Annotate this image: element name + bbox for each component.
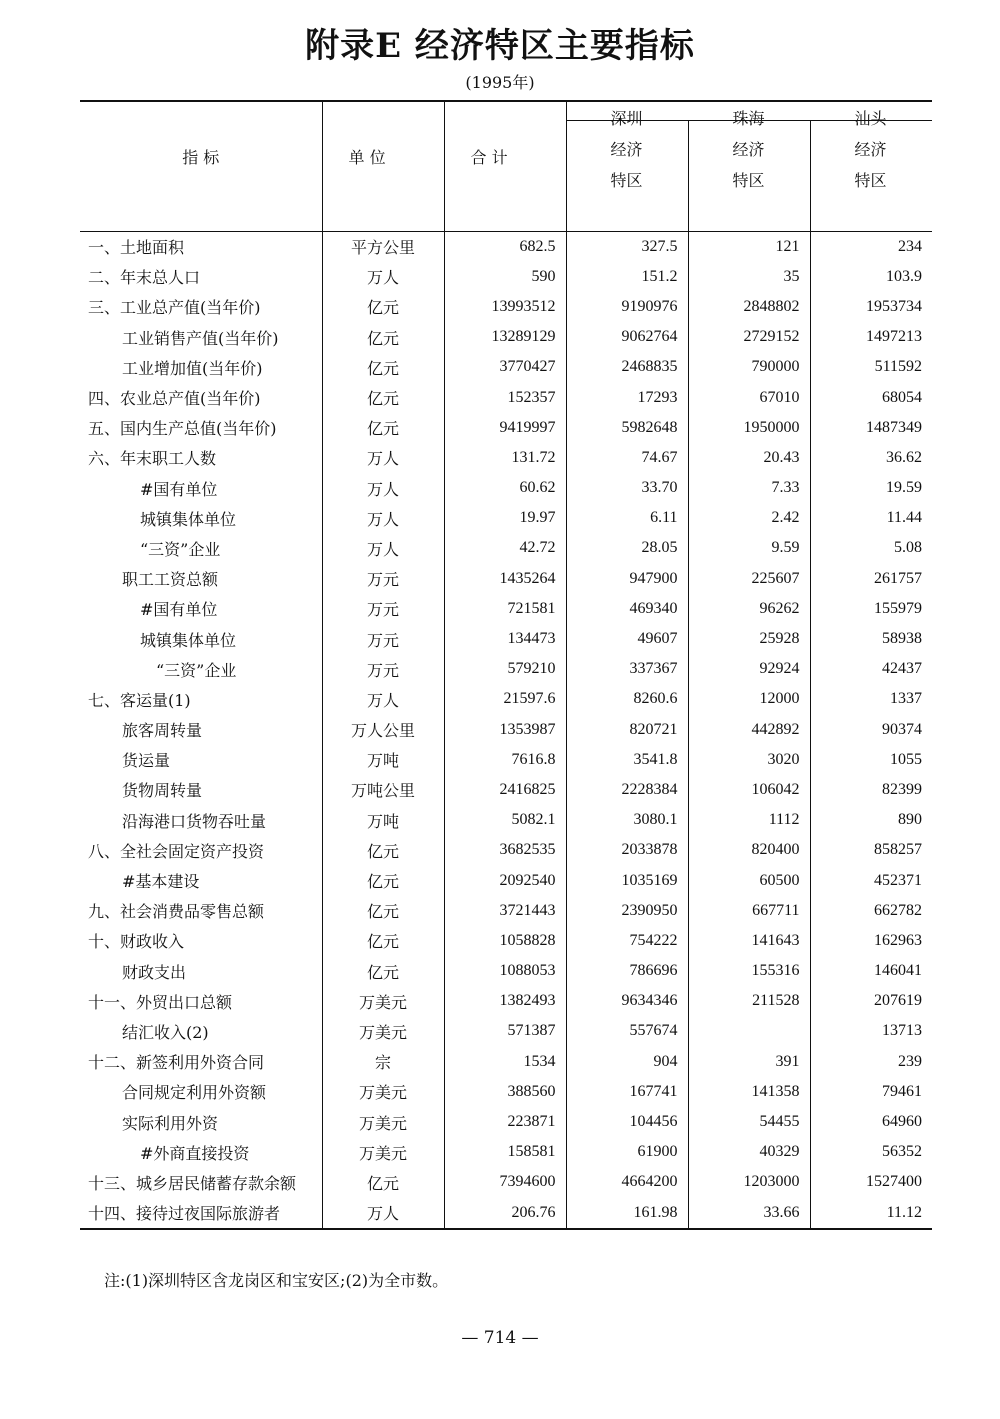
row-shenzhen: 3080.1: [566, 805, 688, 835]
row-shantou: 511592: [810, 352, 932, 382]
row-shantou: 162963: [810, 926, 932, 956]
row-shenzhen: 9062764: [566, 322, 688, 352]
row-unit: 万美元: [322, 1137, 444, 1167]
row-indicator: 合同规定利用外资额: [122, 1083, 267, 1103]
row-indicator: 七、客运量(1): [88, 690, 191, 710]
row-zhuhai: 121: [688, 231, 810, 262]
row-shenzhen: 2390950: [566, 896, 688, 926]
row-total: 158581: [444, 1137, 566, 1167]
row-total: 1382493: [444, 986, 566, 1016]
table-row: [80, 865, 932, 895]
table-row: [80, 775, 932, 805]
table-row: [80, 352, 932, 382]
header-shantou: [810, 109, 932, 232]
table-row: [80, 292, 932, 322]
row-unit: 亿元: [322, 413, 444, 443]
row-shenzhen: 17293: [566, 382, 688, 412]
header-shenzhen-line1: 深圳: [610, 109, 643, 128]
row-indicator: 货运量: [122, 751, 171, 771]
row-indicator: 三、工业总产值(当年价): [88, 298, 261, 318]
table-body: [80, 231, 932, 1229]
row-unit: 万美元: [322, 986, 444, 1016]
row-unit: 万人: [322, 533, 444, 563]
row-unit: 宗: [322, 1047, 444, 1077]
row-unit: 亿元: [322, 865, 444, 895]
row-zhuhai: 12000: [688, 684, 810, 714]
table-row: [80, 1016, 932, 1046]
row-unit: 万美元: [322, 1016, 444, 1046]
row-shenzhen: 74.67: [566, 443, 688, 473]
row-zhuhai: 2729152: [688, 322, 810, 352]
table-row: [80, 1137, 932, 1167]
row-shantou: 5.08: [810, 533, 932, 563]
table-row: [80, 1167, 932, 1197]
row-shantou: 79461: [810, 1077, 932, 1107]
row-indicator: 沿海港口货物吞吐量: [122, 811, 267, 831]
table-row: [80, 654, 932, 684]
row-indicator: 旅客周转量: [122, 721, 203, 741]
row-total: 571387: [444, 1016, 566, 1046]
row-total: 223871: [444, 1107, 566, 1137]
row-shantou: 858257: [810, 835, 932, 865]
row-total: 3770427: [444, 352, 566, 382]
table-row: [80, 443, 932, 473]
row-unit: 万人公里: [322, 715, 444, 745]
row-indicator: 城镇集体单位: [140, 630, 237, 650]
row-shantou: 1337: [810, 684, 932, 714]
row-shantou: 1527400: [810, 1167, 932, 1197]
row-shantou: 1055: [810, 745, 932, 775]
row-zhuhai: 106042: [688, 775, 810, 805]
row-zhuhai: 225607: [688, 564, 810, 594]
table-row: [80, 624, 932, 654]
row-shenzhen: 151.2: [566, 262, 688, 292]
table-row: [80, 1198, 932, 1229]
row-shenzhen: 904: [566, 1047, 688, 1077]
row-indicator: 结汇收入(2): [122, 1022, 209, 1042]
row-total: 19.97: [444, 503, 566, 533]
row-zhuhai: 667711: [688, 896, 810, 926]
row-unit: 万人: [322, 503, 444, 533]
row-total: 206.76: [444, 1198, 566, 1229]
row-shenzhen: 28.05: [566, 533, 688, 563]
row-zhuhai: 40329: [688, 1137, 810, 1167]
row-indicator: #国有单位: [140, 600, 218, 620]
table-row: [80, 231, 932, 262]
row-indicator: 十四、接待过夜国际旅游者: [80, 1198, 322, 1229]
row-shantou: 146041: [810, 956, 932, 986]
row-zhuhai: 20.43: [688, 443, 810, 473]
row-shantou: 261757: [810, 564, 932, 594]
row-total: 152357: [444, 382, 566, 412]
header-indicator: 指 标: [80, 121, 322, 232]
row-shenzhen: 327.5: [566, 231, 688, 262]
header-shantou-line3: 特区: [854, 171, 887, 190]
row-shantou: 662782: [810, 896, 932, 926]
row-shenzhen: 49607: [566, 624, 688, 654]
row-shantou: 64960: [810, 1107, 932, 1137]
row-zhuhai: 35: [688, 262, 810, 292]
header-shenzhen-line3: 特区: [610, 171, 643, 190]
row-zhuhai: 211528: [688, 986, 810, 1016]
table-row: [80, 805, 932, 835]
row-unit: 万元: [322, 594, 444, 624]
row-indicator: 五、国内生产总值(当年价): [88, 419, 277, 439]
row-indicator: 十、财政收入: [88, 932, 185, 952]
row-shenzhen: 754222: [566, 926, 688, 956]
table-row: [80, 533, 932, 563]
row-total: 1353987: [444, 715, 566, 745]
row-shantou: 90374: [810, 715, 932, 745]
row-unit: 亿元: [322, 382, 444, 412]
row-zhuhai: 33.66: [688, 1198, 810, 1229]
header-shantou-line1: 汕头: [854, 109, 887, 128]
page-title: 附录E 经济特区主要指标: [305, 26, 695, 66]
row-zhuhai: 391: [688, 1047, 810, 1077]
row-zhuhai: 141643: [688, 926, 810, 956]
row-total: 13289129: [444, 322, 566, 352]
row-zhuhai: 820400: [688, 835, 810, 865]
row-shantou: 56352: [810, 1137, 932, 1167]
row-zhuhai: 790000: [688, 352, 810, 382]
row-indicator: 八、全社会固定资产投资: [88, 841, 265, 861]
row-shenzhen: 61900: [566, 1137, 688, 1167]
row-shenzhen: 820721: [566, 715, 688, 745]
row-shenzhen: 2468835: [566, 352, 688, 382]
row-shantou: 19.59: [810, 473, 932, 503]
row-total: 13993512: [444, 292, 566, 322]
row-zhuhai: 60500: [688, 865, 810, 895]
row-shenzhen: 167741: [566, 1077, 688, 1107]
header-zhuhai-line1: 珠海: [732, 109, 765, 128]
row-shenzhen: 469340: [566, 594, 688, 624]
row-shenzhen: 2228384: [566, 775, 688, 805]
row-indicator: 二、年末总人口: [88, 268, 201, 288]
row-shenzhen: 9190976: [566, 292, 688, 322]
row-total: 60.62: [444, 473, 566, 503]
row-unit: 万美元: [322, 1107, 444, 1137]
row-zhuhai: 3020: [688, 745, 810, 775]
row-zhuhai: 2848802: [688, 292, 810, 322]
row-shenzhen: 337367: [566, 654, 688, 684]
row-indicator: 十三、城乡居民储蓄存款余额: [88, 1173, 297, 1193]
row-shenzhen: 2033878: [566, 835, 688, 865]
row-total: 134473: [444, 624, 566, 654]
row-total: 1088053: [444, 956, 566, 986]
row-total: 2416825: [444, 775, 566, 805]
row-unit: 万吨: [322, 805, 444, 835]
row-shenzhen: 161.98: [566, 1198, 688, 1229]
row-total: 42.72: [444, 533, 566, 563]
row-indicator: 城镇集体单位: [140, 509, 237, 529]
row-total: 1435264: [444, 564, 566, 594]
row-zhuhai: 1203000: [688, 1167, 810, 1197]
table-row: [80, 413, 932, 443]
row-shenzhen: 6.11: [566, 503, 688, 533]
row-indicator: 工业增加值(当年价): [122, 358, 263, 378]
row-unit: 亿元: [322, 292, 444, 322]
row-indicator: 九、社会消费品零售总额: [88, 902, 265, 922]
row-shantou: 103.9: [810, 262, 932, 292]
row-shenzhen: 9634346: [566, 986, 688, 1016]
row-shantou: 890: [810, 805, 932, 835]
row-total: 131.72: [444, 443, 566, 473]
row-unit: 亿元: [322, 1167, 444, 1197]
table-row: [80, 715, 932, 745]
row-unit: 万元: [322, 654, 444, 684]
row-total: 9419997: [444, 413, 566, 443]
row-indicator: 六、年末职工人数: [88, 449, 217, 469]
row-shenzhen: 4664200: [566, 1167, 688, 1197]
row-zhuhai: 67010: [688, 382, 810, 412]
page-subtitle: (1995年): [465, 73, 535, 92]
row-indicator: 实际利用外资: [122, 1113, 219, 1133]
table-row: [80, 1047, 932, 1077]
row-zhuhai: 7.33: [688, 473, 810, 503]
row-indicator: “三资”企业: [156, 660, 237, 680]
row-indicator: 职工工资总额: [122, 570, 219, 590]
row-total: 3682535: [444, 835, 566, 865]
row-shantou: 11.12: [810, 1198, 932, 1229]
row-zhuhai: 442892: [688, 715, 810, 745]
row-unit: 万人: [322, 262, 444, 292]
row-total: 590: [444, 262, 566, 292]
row-unit: 万人: [322, 684, 444, 714]
table-row: [80, 986, 932, 1016]
row-shenzhen: 8260.6: [566, 684, 688, 714]
row-unit: 万元: [322, 624, 444, 654]
row-unit: 万人: [322, 1198, 444, 1229]
row-total: 7394600: [444, 1167, 566, 1197]
footnote: 注:(1)深圳特区含龙岗区和宝安区;(2)为全市数。: [104, 1271, 449, 1290]
row-unit: 万人: [322, 443, 444, 473]
table-row: [80, 926, 932, 956]
row-indicator: #国有单位: [140, 479, 218, 499]
row-unit: 亿元: [322, 322, 444, 352]
row-total: 2092540: [444, 865, 566, 895]
table-row: [80, 262, 932, 292]
row-zhuhai: 1112: [688, 805, 810, 835]
row-shantou: 1953734: [810, 292, 932, 322]
row-total: 721581: [444, 594, 566, 624]
header-zhuhai-line3: 特区: [732, 171, 765, 190]
table-row: [80, 956, 932, 986]
row-zhuhai: 92924: [688, 654, 810, 684]
row-indicator: 财政支出: [122, 962, 187, 982]
row-zhuhai: 141358: [688, 1077, 810, 1107]
row-unit: 万人: [322, 473, 444, 503]
row-indicator: 十一、外贸出口总额: [88, 992, 233, 1012]
row-zhuhai: 2.42: [688, 503, 810, 533]
row-unit: 平方公里: [322, 231, 444, 262]
row-unit: 万吨公里: [322, 775, 444, 805]
header-row: [80, 121, 932, 232]
header-total: 合 计: [444, 121, 566, 232]
row-indicator: 十二、新签利用外资合同: [88, 1053, 265, 1073]
row-shantou: 234: [810, 231, 932, 262]
row-unit: 亿元: [322, 956, 444, 986]
row-zhuhai: 25928: [688, 624, 810, 654]
row-indicator: 四、农业总产值(当年价): [88, 389, 261, 409]
row-shenzhen: 786696: [566, 956, 688, 986]
table-row: [80, 896, 932, 926]
row-zhuhai: [688, 1016, 810, 1046]
row-unit: 万吨: [322, 745, 444, 775]
header-zhuhai-line2: 经济: [732, 140, 765, 159]
table-row: [80, 745, 932, 775]
table-row: [80, 322, 932, 352]
table-row: [80, 473, 932, 503]
row-total: 21597.6: [444, 684, 566, 714]
row-unit: 万元: [322, 564, 444, 594]
row-shenzhen: 5982648: [566, 413, 688, 443]
table-row: [80, 382, 932, 412]
row-shantou: 13713: [810, 1016, 932, 1046]
row-zhuhai: 9.59: [688, 533, 810, 563]
row-shantou: 239: [810, 1047, 932, 1077]
row-zhuhai: 96262: [688, 594, 810, 624]
row-unit: 亿元: [322, 896, 444, 926]
table-row: [80, 1077, 932, 1107]
table-row: [80, 684, 932, 714]
row-total: 388560: [444, 1077, 566, 1107]
row-shantou: 58938: [810, 624, 932, 654]
row-shantou: 1497213: [810, 322, 932, 352]
row-indicator: 货物周转量: [122, 781, 203, 801]
row-indicator: 工业销售产值(当年价): [122, 328, 279, 348]
row-shenzhen: 947900: [566, 564, 688, 594]
row-shenzhen: 557674: [566, 1016, 688, 1046]
table-row: [80, 1107, 932, 1137]
row-shantou: 207619: [810, 986, 932, 1016]
row-total: 1058828: [444, 926, 566, 956]
page-number: — 714 —: [461, 1328, 539, 1348]
row-shantou: 42437: [810, 654, 932, 684]
header-shenzhen: [566, 109, 688, 232]
row-shenzhen: 1035169: [566, 865, 688, 895]
header-shenzhen-line2: 经济: [610, 140, 643, 159]
table-row: [80, 564, 932, 594]
row-zhuhai: 1950000: [688, 413, 810, 443]
row-shantou: 11.44: [810, 503, 932, 533]
table-row: [80, 503, 932, 533]
table-row: [80, 835, 932, 865]
header-unit: 单 位: [322, 121, 444, 232]
table-row: [80, 594, 932, 624]
row-unit: 亿元: [322, 835, 444, 865]
header-zhuhai: [688, 109, 810, 232]
row-shantou: 82399: [810, 775, 932, 805]
row-shantou: 68054: [810, 382, 932, 412]
row-unit: 万美元: [322, 1077, 444, 1107]
row-indicator: #基本建设: [122, 872, 200, 892]
row-shantou: 155979: [810, 594, 932, 624]
row-unit: 亿元: [322, 926, 444, 956]
row-total: 1534: [444, 1047, 566, 1077]
row-total: 5082.1: [444, 805, 566, 835]
row-total: 3721443: [444, 896, 566, 926]
row-total: 682.5: [444, 231, 566, 262]
header-shantou-line2: 经济: [854, 140, 887, 159]
row-shantou: 36.62: [810, 443, 932, 473]
row-shantou: 1487349: [810, 413, 932, 443]
row-shenzhen: 104456: [566, 1107, 688, 1137]
row-shantou: 452371: [810, 865, 932, 895]
row-total: 7616.8: [444, 745, 566, 775]
row-total: 579210: [444, 654, 566, 684]
row-indicator: “三资”企业: [140, 539, 221, 559]
row-unit: 亿元: [322, 352, 444, 382]
row-indicator: #外商直接投资: [140, 1143, 250, 1163]
row-zhuhai: 54455: [688, 1107, 810, 1137]
row-zhuhai: 155316: [688, 956, 810, 986]
indicators-table: [80, 100, 932, 1230]
row-indicator: 一、土地面积: [88, 238, 185, 258]
row-shenzhen: 33.70: [566, 473, 688, 503]
row-shenzhen: 3541.8: [566, 745, 688, 775]
